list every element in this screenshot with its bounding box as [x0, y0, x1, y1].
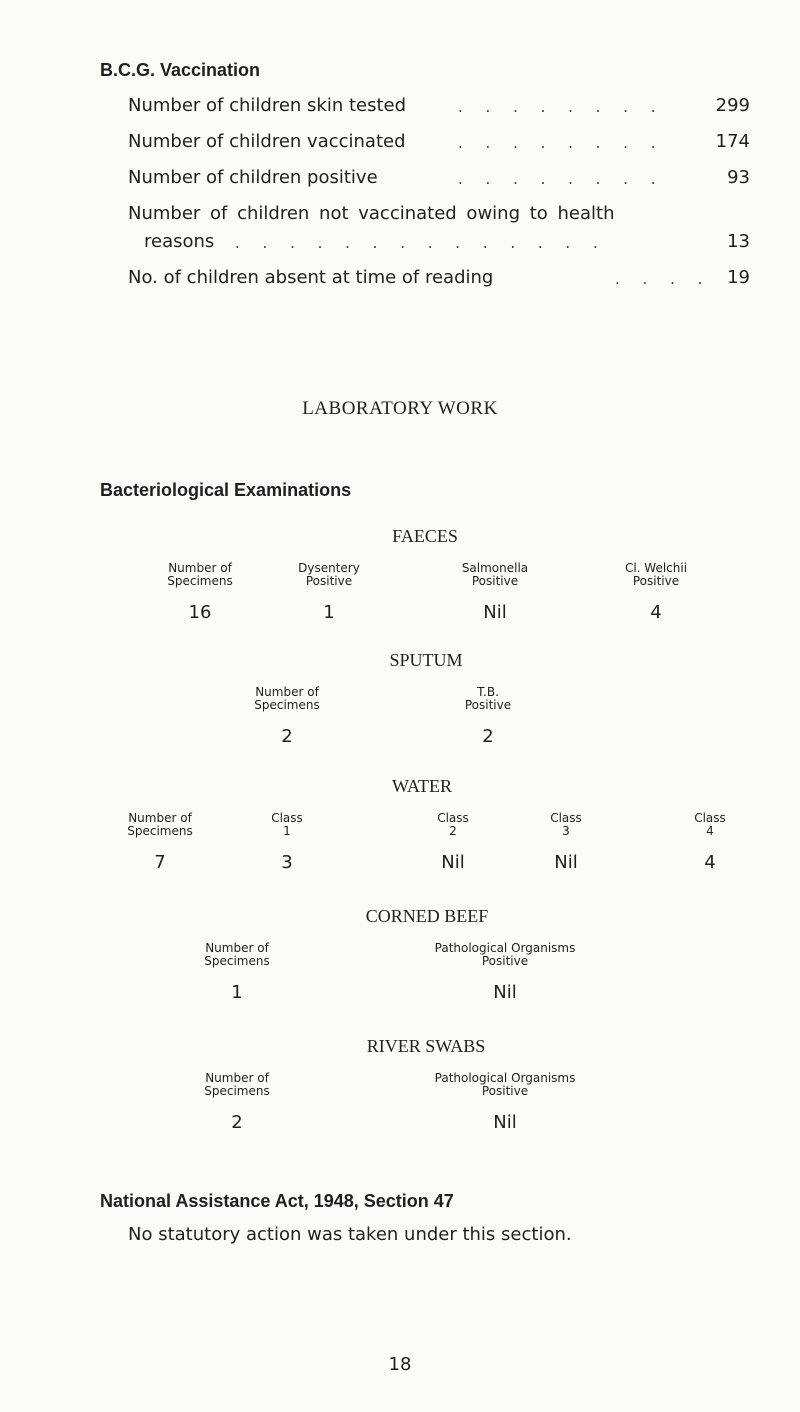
sputum-header: Number of Specimens [254, 685, 320, 712]
bcg-row-value: 93 [727, 167, 750, 188]
bcg-row-leader: . . . . . . . . . . . . . . [235, 234, 607, 252]
water-header: Class 1 [271, 811, 303, 838]
bcg-row-leader: . . . . [615, 270, 712, 288]
river-swabs-value: Nil [493, 1112, 517, 1133]
lab-subtitle: Bacteriological Examinations [100, 480, 352, 500]
water-header: Class 3 [550, 811, 582, 838]
faeces-value: 4 [650, 602, 662, 623]
bcg-row-value: 13 [727, 231, 750, 252]
water-value: Nil [441, 852, 465, 873]
faeces-value: Nil [483, 602, 507, 623]
water-title: WATER [392, 776, 452, 796]
sputum-value: 2 [482, 726, 494, 747]
water-header: Class 2 [437, 811, 469, 838]
water-header: Class 4 [694, 811, 726, 838]
bcg-row-label: Number of children positive [128, 167, 378, 188]
bcg-row-label: Number of children vaccinated [128, 131, 406, 152]
river-swabs-value: 2 [231, 1112, 243, 1133]
faeces-title: FAECES [392, 526, 458, 546]
bcg-row-leader: . . . . . . . . [458, 98, 665, 116]
faeces-value: 1 [323, 602, 335, 623]
bcg-row-label: Number of children not vaccinated owing to health [128, 203, 615, 224]
sputum-header: T.B. Positive [464, 685, 512, 712]
faeces-header: Cl. Welchii Positive [624, 561, 688, 588]
bcg-row-label: reasons [144, 231, 215, 252]
lab-title: LABORATORY WORK [302, 398, 498, 419]
bcg-title: B.C.G. Vaccination [100, 60, 261, 80]
sputum-title: SPUTUM [389, 650, 463, 670]
nat-assist-text: No statutory action was taken under this section. [128, 1224, 572, 1245]
faeces-header: Number of Specimens [167, 561, 233, 588]
river-swabs-header: Pathological Organisms Positive [434, 1071, 576, 1098]
water-header: Number of Specimens [127, 811, 193, 838]
sputum-value: 2 [281, 726, 293, 747]
faeces-header: Dysentery Positive [298, 561, 360, 588]
faeces-value: 16 [188, 602, 212, 623]
water-value: Nil [554, 852, 578, 873]
nat-assist-title: National Assistance Act, 1948, Section 47 [100, 1191, 454, 1211]
corned-beef-value: Nil [493, 982, 517, 1003]
corned-beef-title: CORNED BEEF [365, 906, 489, 926]
corned-beef-value: 1 [231, 982, 243, 1003]
bcg-row-label: No. of children absent at time of reading [128, 267, 494, 288]
water-value: 4 [704, 852, 716, 873]
bcg-row-value: 174 [715, 131, 750, 152]
page-number: 18 [388, 1354, 412, 1375]
water-value: 3 [281, 852, 293, 873]
water-value: 7 [154, 852, 166, 873]
corned-beef-header: Pathological Organisms Positive [434, 941, 576, 968]
bcg-row-leader: . . . . . . . . [458, 134, 665, 152]
river-swabs-header: Number of Specimens [204, 1071, 270, 1098]
bcg-row-value: 299 [715, 95, 750, 116]
river-swabs-title: RIVER SWABS [366, 1036, 486, 1056]
corned-beef-header: Number of Specimens [204, 941, 270, 968]
bcg-row-leader: . . . . . . . . [458, 170, 665, 188]
faeces-header: Salmonella Positive [461, 561, 529, 588]
bcg-row-value: 19 [727, 267, 750, 288]
bcg-row-label: Number of children skin tested [128, 95, 407, 116]
